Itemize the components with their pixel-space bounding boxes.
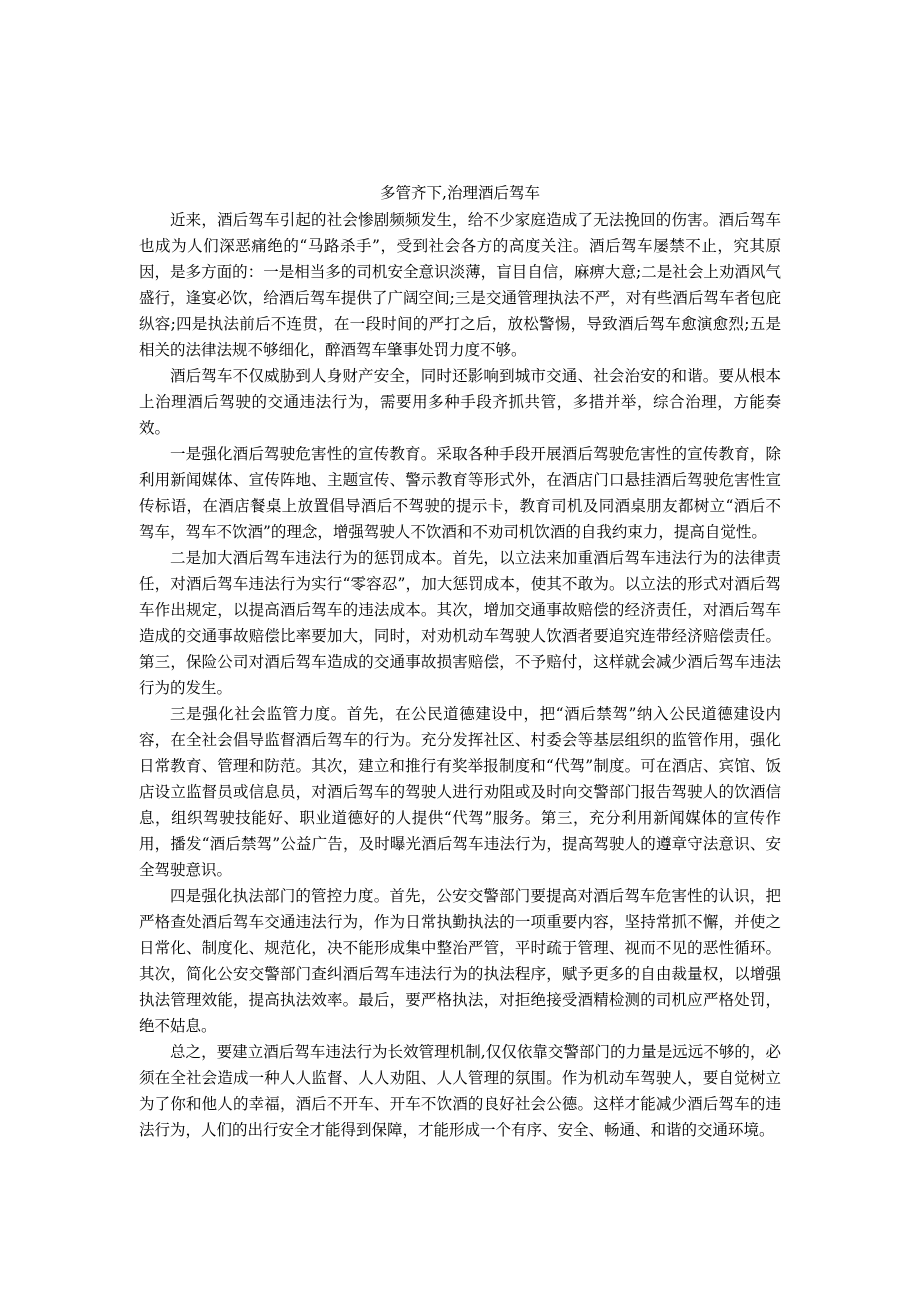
paragraph-measure-education: 一是强化酒后驾驶危害性的宣传教育。采取各种手段开展酒后驾驶危害性的宣传教育，除利用新闻媒体、宣传阵地、主题宣传、警示教育等形式外，在酒店门口悬挂酒后驾驶危害性宣传标语，在酒店餐桌上放置倡导酒后不驾驶的提示卡，教育司机及同酒桌朋友都树立“酒后不驾车，驾车不饮酒”的理念，增强驾驶人不饮酒和不劝司机饮酒的自我约束力，提高自觉性。 bbox=[139, 445, 781, 541]
paragraph-measure-supervision: 三是强化社会监管力度。首先，在公民道德建设中，把“酒后禁驾”纳入公民道德建设内容，在全社会倡导监督酒后驾车的行为。充分发挥社区、村委会等基层组织的监管作用，强化日常教育、管理和防范。其次，建立和推行有奖举报制度和“代驾”制度。可在酒店、宾馆、饭店设立监督员或信息员，对酒后驾车的驾驶人进行劝阻或及时向交警部门报告驾驶人的饮酒信息，组织驾驶技能好、职业道德好的人提供“代驾”服务。第三，充分利用新闻媒体的宣传作用，播发“酒后禁驾”公益广告，及时曝光酒后驾车违法行为，提高驾驶人的遵章守法意识、安全驾驶意识。 bbox=[139, 705, 781, 879]
paragraph-measure-penalty: 二是加大酒后驾车违法行为的惩罚成本。首先，以立法来加重酒后驾车违法行为的法律责任，对酒后驾车违法行为实行“零容忍”，加大惩罚成本，使其不敢为。以立法的形式对酒后驾车作出规定，以提高酒后驾车的违法成本。其次，增加交通事故赔偿的经济责任，对酒后驾车造成的交通事故赔偿比率要加大，同时，对劝机动车驾驶人饮酒者要追究连带经济赔偿责任。第三，保险公司对酒后驾车造成的交通事故损害赔偿，不予赔付，这样就会减少酒后驾车违法行为的发生。 bbox=[139, 549, 781, 697]
paragraph-conclusion: 总之，要建立酒后驾车违法行为长效管理机制,仅仅依靠交警部门的力量是远远不够的，必须在全社会造成一种人人监督、人人劝阻、人人管理的氛围。作为机动车驾驶人，要自觉树立为了你和他人的幸福，酒后不开车、开车不饮酒的良好社会公德。这样才能减少酒后驾车的违法行为，人们的出行安全才能得到保障，才能形成一个有序、安全、畅通、和谐的交通环境。 bbox=[139, 1043, 781, 1139]
document-title: 多管齐下,治理酒后驾车 bbox=[380, 184, 540, 202]
paragraph-measure-enforcement: 四是强化执法部门的管控力度。首先，公安交警部门要提高对酒后驾车危害性的认识，把严格查处酒后驾车交通违法行为，作为日常执勤执法的一项重要内容，坚持常抓不懈，并使之日常化、制度化、规范化，决不能形成集中整治严管，平时疏于管理、视而不见的恶性循环。其次，简化公安交警部门查纠酒后驾车违法行为的执法程序，赋予更多的自由裁量权，以增强执法管理效能，提高执法效率。最后，要严格执法，对拒绝接受酒精检测的司机应严格处罚，绝不姑息。 bbox=[139, 887, 781, 1035]
paragraph-intro-causes: 近来，酒后驾车引起的社会惨剧频频发生，给不少家庭造成了无法挽回的伤害。酒后驾车也成为人们深恶痛绝的“马路杀手”，受到社会各方的高度关注。酒后驾车屡禁不止，究其原因，是多方面的：一是相当多的司机安全意识淡薄，盲目自信，麻痹大意;二是社会上劝酒风气盛行，逢宴必饮，给酒后驾车提供了广阔空间;三是交通管理执法不严，对有些酒后驾车者包庇纵容;四是执法前后不连贯，在一段时间的严打之后，放松警惕，导致酒后驾车愈演愈烈;五是相关的法律法规不够细化，醉酒驾车肇事处罚力度不够。 bbox=[139, 211, 781, 359]
document-body bbox=[139, 180, 781, 1143]
paragraph-overview: 酒后驾车不仅威胁到人身财产安全，同时还影响到城市交通、社会治安的和谐。要从根本上治理酒后驾驶的交通违法行为，需要用多种手段齐抓共管，多措并举，综合治理，方能奏效。 bbox=[139, 367, 781, 437]
